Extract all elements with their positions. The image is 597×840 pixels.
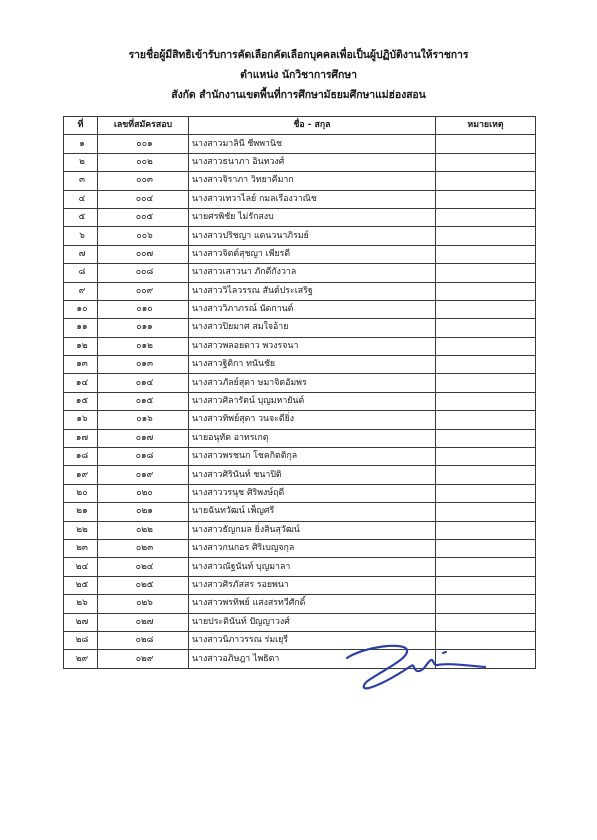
- row-number-cell: ๑๐: [64, 300, 98, 318]
- candidate-name-cell: นางสาวพรชนก โชคกิตติกุล: [189, 448, 436, 466]
- application-number-cell: ๐๑๓: [98, 356, 189, 374]
- candidate-name-cell: นางสาวพรทิพย์ แสงสรทวีศักดิ์: [189, 595, 436, 613]
- candidate-name-cell: นางสาวณัฐนันท์ บุญมาลา: [189, 558, 436, 576]
- table-body: [64, 135, 536, 668]
- candidate-name-cell: นางสาวศิรภัสสร รอยพนา: [189, 576, 436, 594]
- candidate-name-cell: นางสาวธนาภา อินทวงศ์: [189, 153, 436, 171]
- row-number-cell: ๒: [64, 153, 98, 171]
- row-number-cell: ๒๔: [64, 558, 98, 576]
- application-number-cell: ๐๒๕: [98, 576, 189, 594]
- application-number-cell: ๐๐๑: [98, 135, 189, 153]
- table-row: [64, 576, 536, 594]
- remark-cell: [436, 411, 536, 429]
- table-row: [64, 319, 536, 337]
- remark-cell: [436, 484, 536, 502]
- candidate-name-cell: นางสาวอภิษฎา ไพธิตา: [189, 650, 436, 668]
- position-line: ตำแหน่ง นักวิชาการศึกษา: [240, 69, 357, 81]
- candidate-name-cell: นายฉันทวัฒน์ เพ็ญศรี: [189, 503, 436, 521]
- candidate-name-cell: นางสาวมาลินี ชีพพานิช: [189, 135, 436, 153]
- table-row: [64, 356, 536, 374]
- remark-cell: [436, 135, 536, 153]
- remark-cell: [436, 613, 536, 631]
- candidate-name-cell: นางสาวศิรินันท์ ชนาปิติ: [189, 466, 436, 484]
- candidate-table: [63, 116, 536, 669]
- remark-cell: [436, 503, 536, 521]
- candidate-name-cell: นายศรพิชัย ไม่รักสงบ: [189, 208, 436, 226]
- row-number-cell: ๒๕: [64, 576, 98, 594]
- candidate-name-cell: นางสาวปริชญา แดนวนาภิรมย์: [189, 227, 436, 245]
- remark-cell: [436, 576, 536, 594]
- remark-cell: [436, 558, 536, 576]
- row-number-cell: ๒๙: [64, 650, 98, 668]
- candidate-name-cell: นางสาวธัญกมล ยิ่งสินสุวัฒน์: [189, 521, 436, 539]
- row-number-cell: ๔: [64, 190, 98, 208]
- application-number-cell: ๐๐๓: [98, 172, 189, 190]
- remark-cell: [436, 245, 536, 263]
- row-number-cell: ๕: [64, 208, 98, 226]
- table-row: [64, 172, 536, 190]
- table-row: [64, 153, 536, 171]
- candidate-name-cell: นางสาวภัลย์สุดา ษมาจิตอัมพร: [189, 374, 436, 392]
- row-number-cell: ๓: [64, 172, 98, 190]
- table-row: [64, 337, 536, 355]
- application-number-cell: ๐๒๖: [98, 595, 189, 613]
- candidate-name-cell: นางสาววิภาภรณ์ นัดกานต์: [189, 300, 436, 318]
- table-row: [64, 135, 536, 153]
- remark-cell: [436, 300, 536, 318]
- application-number-cell: ๐๒๔: [98, 558, 189, 576]
- application-number-cell: ๐๑๗: [98, 429, 189, 447]
- column-header-remark: หมายเหตุ: [436, 117, 536, 135]
- remark-cell: [436, 374, 536, 392]
- remark-cell: [436, 337, 536, 355]
- row-number-cell: ๑๘: [64, 448, 98, 466]
- candidate-name-cell: นายอนุทัต อาทรเกตุ: [189, 429, 436, 447]
- table-row: [64, 392, 536, 410]
- remark-cell: [436, 595, 536, 613]
- application-number-cell: ๐๑๕: [98, 392, 189, 410]
- remark-cell: [436, 153, 536, 171]
- row-number-cell: ๑๖: [64, 411, 98, 429]
- row-number-cell: ๙: [64, 282, 98, 300]
- remark-cell: [436, 466, 536, 484]
- application-number-cell: ๐๑๘: [98, 448, 189, 466]
- application-number-cell: ๐๐๙: [98, 282, 189, 300]
- remark-cell: [436, 429, 536, 447]
- row-number-cell: ๑๑: [64, 319, 98, 337]
- row-number-cell: ๒๗: [64, 613, 98, 631]
- candidate-name-cell: นางสาวศิลารัตน์ บุญมหายันต์: [189, 392, 436, 410]
- application-number-cell: ๐๐๔: [98, 190, 189, 208]
- row-number-cell: ๗: [64, 245, 98, 263]
- row-number-cell: ๑๙: [64, 466, 98, 484]
- row-number-cell: ๒๑: [64, 503, 98, 521]
- application-number-cell: ๐๐๗: [98, 245, 189, 263]
- remark-cell: [436, 448, 536, 466]
- candidate-name-cell: นางสาวปิยมาศ สมใจอ้าย: [189, 319, 436, 337]
- application-number-cell: ๐๑๔: [98, 374, 189, 392]
- application-number-cell: ๐๐๘: [98, 264, 189, 282]
- row-number-cell: ๒๐: [64, 484, 98, 502]
- column-header-application-no: เลขที่สมัครสอบ: [98, 117, 189, 135]
- application-number-cell: ๐๒๒: [98, 521, 189, 539]
- application-number-cell: ๐๑๐: [98, 300, 189, 318]
- row-number-cell: ๘: [64, 264, 98, 282]
- remark-cell: [436, 190, 536, 208]
- row-number-cell: ๑๓: [64, 356, 98, 374]
- application-number-cell: ๐๒๘: [98, 631, 189, 649]
- table-row: [64, 282, 536, 300]
- application-number-cell: ๐๐๕: [98, 208, 189, 226]
- application-number-cell: ๐๑๖: [98, 411, 189, 429]
- row-number-cell: ๑๒: [64, 337, 98, 355]
- remark-cell: [436, 319, 536, 337]
- remark-cell: [436, 172, 536, 190]
- application-number-cell: ๐๒๓: [98, 539, 189, 557]
- application-number-cell: ๐๒๑: [98, 503, 189, 521]
- table-row: [64, 208, 536, 226]
- remark-cell: [436, 539, 536, 557]
- row-number-cell: ๑๗: [64, 429, 98, 447]
- candidate-name-cell: นางสาวฐิติกา ทนันชัย: [189, 356, 436, 374]
- remark-cell: [436, 521, 536, 539]
- row-number-cell: ๑: [64, 135, 98, 153]
- table-row: [64, 539, 536, 557]
- row-number-cell: ๑๔: [64, 374, 98, 392]
- remark-cell: [436, 282, 536, 300]
- row-number-cell: ๖: [64, 227, 98, 245]
- application-number-cell: ๐๒๙: [98, 650, 189, 668]
- application-number-cell: ๐๐๒: [98, 153, 189, 171]
- table-row: [64, 264, 536, 282]
- table-row: [64, 429, 536, 447]
- remark-cell: [436, 392, 536, 410]
- candidate-name-cell: นางสาวนิภาวรรณ ร่มเยุรี: [189, 631, 436, 649]
- candidate-name-cell: นางสาวจิราภา วิทยาคีมาก: [189, 172, 436, 190]
- candidate-name-cell: นางสาวทิพย์สุดา วนจะดียิ่ง: [189, 411, 436, 429]
- application-number-cell: ๐๒๐: [98, 484, 189, 502]
- table-header-row: [64, 117, 536, 135]
- row-number-cell: ๒๖: [64, 595, 98, 613]
- table-row: [64, 484, 536, 502]
- signature: [335, 636, 495, 696]
- row-number-cell: ๑๕: [64, 392, 98, 410]
- remark-cell: [436, 356, 536, 374]
- candidate-name-cell: นายประดินันท์ ปัญญาวงศ์: [189, 613, 436, 631]
- remark-cell: [436, 264, 536, 282]
- candidate-name-cell: นางสาววรนุช ศิริพงษ์ฤดี: [189, 484, 436, 502]
- application-number-cell: ๐๑๙: [98, 466, 189, 484]
- candidate-name-cell: นางสาววิไลวรรณ สันต์ประเสริฐ: [189, 282, 436, 300]
- table-row: [64, 558, 536, 576]
- row-number-cell: ๒๘: [64, 631, 98, 649]
- candidate-name-cell: นางสาวพลอยดาว พวงรจนา: [189, 337, 436, 355]
- table-row: [64, 300, 536, 318]
- affiliation-line: สังกัด สำนักงานเขตพื้นที่การศึกษามัธยมศึกษาแม่ฮ่องสอน: [171, 89, 426, 101]
- table-row: [64, 245, 536, 263]
- candidate-name-cell: นางสาวกนกอร ศิริเบญจกุล: [189, 539, 436, 557]
- table-row: [64, 503, 536, 521]
- column-header-name: ชื่อ - สกุล: [189, 117, 436, 135]
- application-number-cell: ๐๑๑: [98, 319, 189, 337]
- application-number-cell: ๐๒๗: [98, 613, 189, 631]
- table-row: [64, 190, 536, 208]
- candidate-name-cell: นางสาวจิตต์สุชญา เพียรดี: [189, 245, 436, 263]
- application-number-cell: ๐๐๖: [98, 227, 189, 245]
- table-row: [64, 227, 536, 245]
- candidate-name-cell: นางสาวเสาวนา ภักดีกังวาล: [189, 264, 436, 282]
- table-row: [64, 448, 536, 466]
- row-number-cell: ๒๒: [64, 521, 98, 539]
- remark-cell: [436, 227, 536, 245]
- column-header-no: ที่: [64, 117, 98, 135]
- table-row: [64, 613, 536, 631]
- table-row: [64, 374, 536, 392]
- document-title: รายชื่อผู้มีสิทธิเข้ารับการคัดเลือกคัดเลือกบุคคลเพื่อเป็นผู้ปฏิบัติงานให้ราชการ: [128, 49, 469, 61]
- remark-cell: [436, 208, 536, 226]
- row-number-cell: ๒๓: [64, 539, 98, 557]
- table-row: [64, 411, 536, 429]
- application-number-cell: ๐๑๒: [98, 337, 189, 355]
- table-row: [64, 595, 536, 613]
- table-row: [64, 521, 536, 539]
- candidate-name-cell: นางสาวเทวาไลย์ กมลเรืองวาณิช: [189, 190, 436, 208]
- table-row: [64, 466, 536, 484]
